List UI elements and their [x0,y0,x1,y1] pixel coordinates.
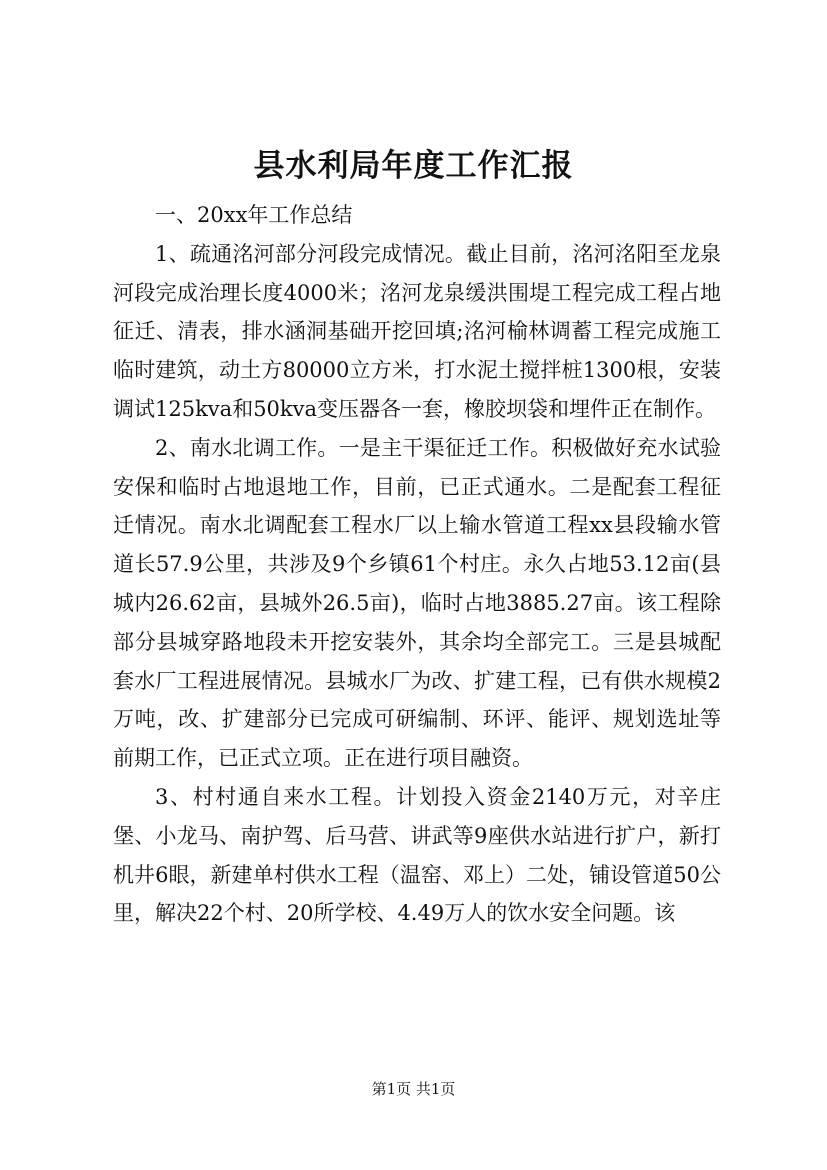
section-heading: 一、20xx年工作总结 [155,203,353,227]
paragraph-1: 1、疏通洺河部分河段完成情况。截止目前，洺河洺阳至龙泉河段完成治理长度4000米；洺河龙泉缓洪围堤工程完成工程占地征迁、清表，排水涵洞基础开挖回填;洺河榆林调蓄工程完成施工临时建筑，动土方80000立方米，打水泥土搅拌桩1300根，安装调试125kva和50kva变压器各一套，橡胶坝袋和埋件正在制作。 [113,241,721,421]
document-title: 县水利局年度工作汇报 [253,148,574,184]
page-footer: 第1页 共1页 [371,1080,456,1098]
document-body [113,196,721,933]
paragraph-2: 2、南水北调工作。一是主干渠征迁工作。积极做好充水试验安保和临时占地退地工作，目前，已正式通水。二是配套工程征迁情况。南水北调配套工程水厂以上输水管道工程xx县段输水管道长57.9公里，共涉及9个乡镇61个村庄。永久占地53.12亩(县城内26.62亩，县城外26.5亩)，临时占地3885.27亩。该工程除部分县城穿路地段未开挖安装外，其余均全部完工。三是县城配套水厂工程进展情况。县城水厂为改、扩建工程，已有供水规模2万吨，改、扩建部分已完成可研编制、环评、能评、规划选址等前期工作，已正式立项。正在进行项目融资。 [113,435,721,771]
paragraph-3: 3、村村通自来水工程。计划投入资金2140万元，对辛庄堡、小龙马、南护驾、后马营、讲武等9座供水站进行扩户，新打机井6眼，新建单村供水工程（温窑、邓上）二处，铺设管道50公里，解决22个村、20所学校、4.49万人的饮水安全问题。该 [113,784,721,926]
